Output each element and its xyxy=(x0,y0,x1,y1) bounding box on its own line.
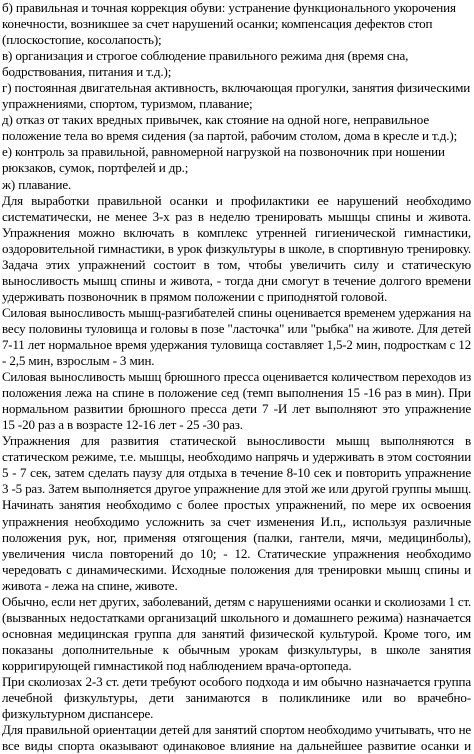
text-line: д) отказ от таких вредных привычек, как стояние на одной ноге, неправильное xyxy=(2,112,429,128)
text-line: 7-11 лет нормальное время удержания туловища составляет 1,5-2 мин, подросткам с 12 xyxy=(2,337,471,352)
text-line: в) организация и строгое соблюдение правильного режима дня (время сна, xyxy=(2,48,409,64)
text-line: 5 - 7 сек, затем сделать паузу для отдыха в течение 8-10 сек и повторить упражнение xyxy=(2,465,471,481)
text-line: нормальном развитии брюшного пресса дети 7 -И лет выполняют это упражнение xyxy=(2,401,471,417)
text-line: удерживать позвоночник в прямом положении с приподнятой головой. xyxy=(2,288,388,304)
text-line: е) контроль за правильной, равномерной нагрузкой на позвоночник при ношении xyxy=(2,144,445,160)
text-line: физкультурном диспансере. xyxy=(2,706,154,722)
text-line: Силовая выносливость мышц брюшного пресса оценивается количеством переходов из xyxy=(2,370,471,385)
text-line: г) постоянная двигательная активность, включающая прогулки, занятия физическими xyxy=(2,80,471,96)
text-line: Упражнения можно включать в комплекс утренней гигиенической гимнастики, xyxy=(2,224,471,240)
text-line: Задача этих упражнений состоит в том, чтобы увеличить силу и статическую xyxy=(2,256,471,272)
text-line: оздоровительной гимнастики, в урок физкультуры в школе, в спортивную тренировку. xyxy=(2,240,471,256)
text-line: ж) плавание. xyxy=(2,176,72,192)
text-line: положения лежа на спине в положение сед (темп выполнения 15 -16 раз в мин). При xyxy=(2,385,471,401)
text-line: 15 -20 раз а в возрасте 12-16 лет - 25 -30 раз. xyxy=(2,417,243,433)
text-line: статическом режиме, т.е. мышцы, необходимо напрячь и удерживать в этом состоянии xyxy=(2,449,471,465)
text-line: Обычно, если нет других, заболеваний, детям с нарушениями осанки и сколиозами 1 ст. xyxy=(2,594,471,609)
text-line: рюкзаков, сумок, портфелей и др.; xyxy=(2,160,189,176)
text-line: положение тела во время сидения (за партой, рабочим столом, дома в кресле и т.д.); xyxy=(2,128,458,144)
text-line: чередовать с динамическими. Исходные положения для тренировки мышц спины и xyxy=(2,561,471,577)
text-line: систематически, не менее 3-х раз в неделю тренировать мышцы спины и живота. xyxy=(2,208,471,224)
text-line: лечебной физкультуры, дети занимаются в поликлинике или во врачебно- xyxy=(2,690,471,706)
text-line: Упражнения для развития статической выносливости мышц выполняются в xyxy=(2,433,471,449)
text-line: Для выработки правильной осанки и профилактики ее нарушений необходимо xyxy=(2,192,471,208)
text-line: основная медицинская группа для занятий физической культурой. Кроме того, им xyxy=(2,625,471,641)
text-line: положения рук, ног, применяя отягощения (палки, гантели, мячи, медицинболы), xyxy=(2,529,471,545)
text-line: б) правильная и точная коррекция обуви: устранение функционального укорочения xyxy=(2,0,456,15)
text-line: (плоскостопие, косолапость); xyxy=(2,32,162,48)
text-line: упражнения необходимо усложнить за счет изменения И.п,, используя различные xyxy=(2,513,471,529)
text-line: весу половины туловища и головы в позе "ласточка" или "рыбка" на животе. Для детей xyxy=(2,321,471,336)
text-line: корригирующей гимнастикой под наблюдением врача-ортопеда. xyxy=(2,657,352,673)
text-line: бодрствования, питания и т.д.); xyxy=(2,64,172,80)
text-line: упражнениями, спортом, туризмом, плавание; xyxy=(2,96,253,112)
text-line: все виды спорта оказывают одинаковое влияние на дальнейшее развитие осанки и xyxy=(2,738,471,754)
text-line: живота - лежа на спине, животе. xyxy=(2,577,178,593)
text-line: увеличения числа повторений до 10; - 12. Статические упражнения необходимо xyxy=(2,545,471,561)
text-line: Начинать занятия необходимо с более простых упражнений, по мере их освоения xyxy=(2,497,471,513)
text-line: конечности, возникшее за счет нарушений осанки; компенсация дефектов стоп xyxy=(2,16,433,32)
text-line: При сколиозах 2-3 ст. дети требуют особого подхода и им обычно назначается группа xyxy=(2,673,471,689)
text-line: 3 -5 раз. Затем выполняется другое упражнение для этой же или другой группы мышц. xyxy=(2,481,472,497)
text-line: Силовая выносливость мышц-разгибателей спины оценивается временем удержания на xyxy=(2,305,471,320)
text-line: показаны дополнительные к обычным урокам физкультуры, в школе занятия xyxy=(2,641,471,657)
text-line: (вызванных недостатками организаций школьного и домашнего режима) назначается xyxy=(2,609,471,625)
text-line: - 2,5 мин, взрослым - 3 мин. xyxy=(2,353,155,369)
text-line: Для правильной ориентации детей для занятий спортом необходимо учитывать, что не xyxy=(2,722,471,738)
text-line: выносливость мышц спины и живота, - тогда дни смогут в течение долгого времени xyxy=(2,272,471,288)
